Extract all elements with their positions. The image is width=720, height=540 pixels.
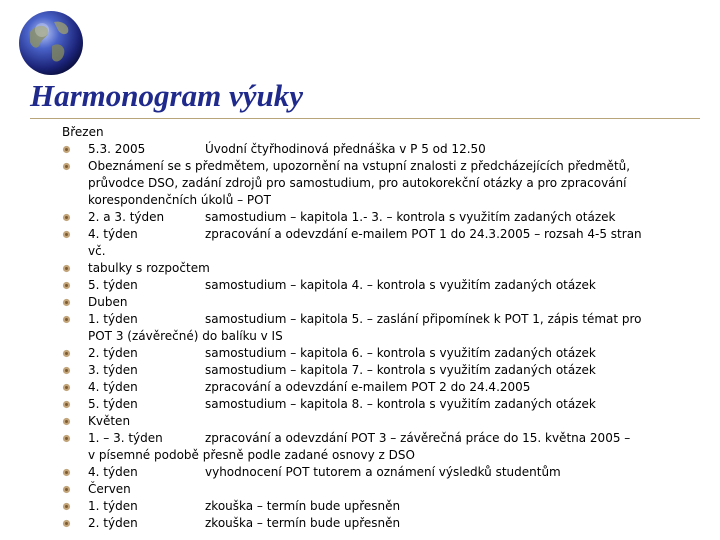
brown-dot-bullet-icon (62, 213, 71, 222)
schedule-week: 5. týden (88, 278, 138, 292)
schedule-activity: samostudium – kapitola 5. – zaslání připomínek k POT 1, zápis témat pro (205, 312, 642, 326)
brown-dot-bullet-icon (62, 366, 71, 375)
brown-dot-bullet-icon (62, 145, 71, 154)
list-item (62, 515, 642, 532)
schedule-activity: Úvodní čtyřhodinová přednáška v P 5 od 12.50 (205, 142, 486, 156)
brown-dot-bullet-icon (62, 162, 71, 171)
list-item (62, 498, 642, 515)
brown-dot-bullet-icon (62, 417, 71, 426)
brown-dot-bullet-icon (62, 383, 71, 392)
month-heading: Březen (62, 125, 104, 139)
schedule-activity: samostudium – kapitola 4. – kontrola s využitím zadaných otázek (205, 278, 596, 292)
schedule-list (62, 141, 642, 532)
schedule-activity: zpracování a odevzdání e-mailem POT 2 do 24.4.2005 (205, 380, 531, 394)
globe-icon (18, 10, 84, 76)
brown-dot-bullet-icon (62, 281, 71, 290)
brown-dot-bullet-icon (62, 468, 71, 477)
schedule-activity: samostudium – kapitola 6. – kontrola s využitím zadaných otázek (205, 346, 596, 360)
schedule-activity: zpracování a odevzdání e-mailem POT 1 do 24.3.2005 – rozsah 4-5 stran vč. (88, 227, 642, 258)
list-item (62, 379, 642, 396)
schedule-week: 2. a 3. týden (88, 210, 165, 224)
schedule-week: 1. týden (88, 499, 138, 513)
schedule-activity-continued: POT 3 (závěrečné) do balíku v IS (88, 329, 283, 343)
title-divider (30, 118, 700, 119)
schedule-week: 4. týden (88, 380, 138, 394)
list-item (62, 141, 642, 158)
brown-dot-bullet-icon (62, 485, 71, 494)
list-item (62, 481, 642, 498)
list-item (62, 277, 642, 294)
brown-dot-bullet-icon (62, 349, 71, 358)
schedule-week: 1. týden (88, 312, 138, 326)
brown-dot-bullet-icon (62, 264, 71, 273)
list-item (62, 464, 642, 481)
list-item (62, 311, 642, 345)
schedule-activity: zkouška – termín bude upřesněn (205, 516, 401, 530)
schedule-text: Obeznámení se s předmětem, upozornění na vstupní znalosti z předcházejících předmětů, průvodce DSO, zadání zdrojů pro samostudium, pro autokorekční otázky a pro zpracování korespondenčních úkolů – POT (88, 159, 631, 207)
brown-dot-bullet-icon (62, 502, 71, 511)
brown-dot-bullet-icon (62, 315, 71, 324)
schedule-week: 5.3. 2005 (88, 142, 146, 156)
brown-dot-bullet-icon (62, 230, 71, 239)
schedule-activity: vyhodnocení POT tutorem a oznámení výsledků studentům (205, 465, 561, 479)
schedule-activity-continued: v písemné podobě přesně podle zadané osnovy z DSO (88, 448, 415, 462)
schedule-week: 2. týden (88, 346, 138, 360)
schedule-week: 2. týden (88, 516, 138, 530)
schedule-week: 4. týden (88, 465, 138, 479)
list-item (62, 396, 642, 413)
list-item (62, 226, 642, 260)
list-item (62, 260, 642, 277)
schedule-week: 3. týden (88, 363, 138, 377)
schedule-week: 4. týden (88, 227, 138, 241)
month-heading: Duben (88, 295, 128, 309)
brown-dot-bullet-icon (62, 519, 71, 528)
brown-dot-bullet-icon (62, 298, 71, 307)
page-title: Harmonogram výuky (30, 78, 303, 113)
month-heading: Červen (88, 482, 131, 496)
list-item (62, 362, 642, 379)
schedule-activity: samostudium – kapitola 8. – kontrola s využitím zadaných otázek (205, 397, 596, 411)
schedule-content (62, 124, 642, 532)
schedule-week: 1. – 3. týden (88, 431, 163, 445)
schedule-activity: zpracování a odevzdání POT 3 – závěrečná práce do 15. května 2005 – (205, 431, 631, 445)
brown-dot-bullet-icon (62, 434, 71, 443)
list-item (62, 430, 642, 464)
schedule-activity: zkouška – termín bude upřesněn (205, 499, 401, 513)
list-item (62, 158, 642, 209)
list-item (62, 209, 642, 226)
schedule-text: tabulky s rozpočtem (88, 261, 210, 275)
schedule-activity: samostudium – kapitola 7. – kontrola s využitím zadaných otázek (205, 363, 596, 377)
schedule-activity: samostudium – kapitola 1.- 3. – kontrola s využitím zadaných otázek (205, 210, 616, 224)
list-item (62, 294, 642, 311)
schedule-week: 5. týden (88, 397, 138, 411)
list-item (62, 413, 642, 430)
month-heading: Květen (88, 414, 131, 428)
brown-dot-bullet-icon (62, 400, 71, 409)
list-item (62, 345, 642, 362)
